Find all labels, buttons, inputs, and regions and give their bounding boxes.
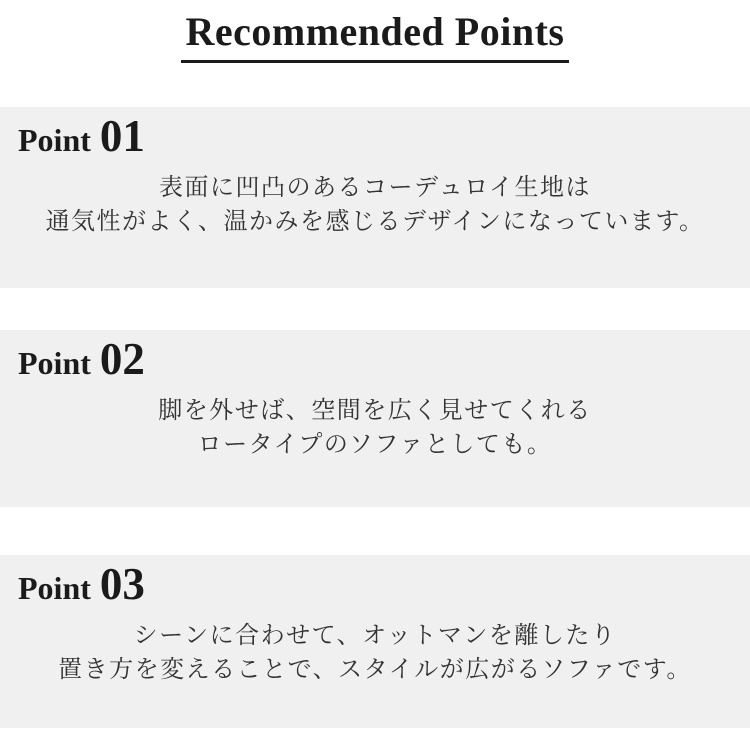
point-03-heading <box>18 559 145 609</box>
point-01-number: 01 <box>99 111 145 161</box>
point-section-01 <box>0 107 750 288</box>
page-header <box>0 0 750 63</box>
point-03-number: 03 <box>99 559 145 609</box>
page-title: Recommended Points <box>181 8 570 63</box>
point-01-label: Point <box>18 122 91 158</box>
point-01-heading <box>18 111 145 161</box>
point-03-description-line-1: シーンに合わせて、オットマンを離したり <box>133 622 617 649</box>
point-02-description-line-1: 脚を外せば、空間を広く見せてくれる <box>158 397 592 424</box>
point-02-label: Point <box>18 345 91 381</box>
point-section-03 <box>0 555 750 728</box>
point-01-description-line-1: 表面に凹凸のあるコーデュロイ生地は <box>158 174 592 201</box>
point-01-description <box>0 171 750 239</box>
point-03-description <box>0 619 750 687</box>
point-03-description-line-2: 置き方を変えることで、スタイルが広がるソファです。 <box>58 656 692 683</box>
point-03-label: Point <box>18 570 91 606</box>
point-section-02 <box>0 330 750 507</box>
point-02-heading <box>18 334 145 384</box>
point-02-description <box>0 394 750 462</box>
point-02-description-line-2: ロータイプのソファとしても。 <box>197 431 553 458</box>
point-01-description-line-2: 通気性がよく、温かみを感じるデザインになっています。 <box>45 208 705 235</box>
point-02-number: 02 <box>99 334 145 384</box>
